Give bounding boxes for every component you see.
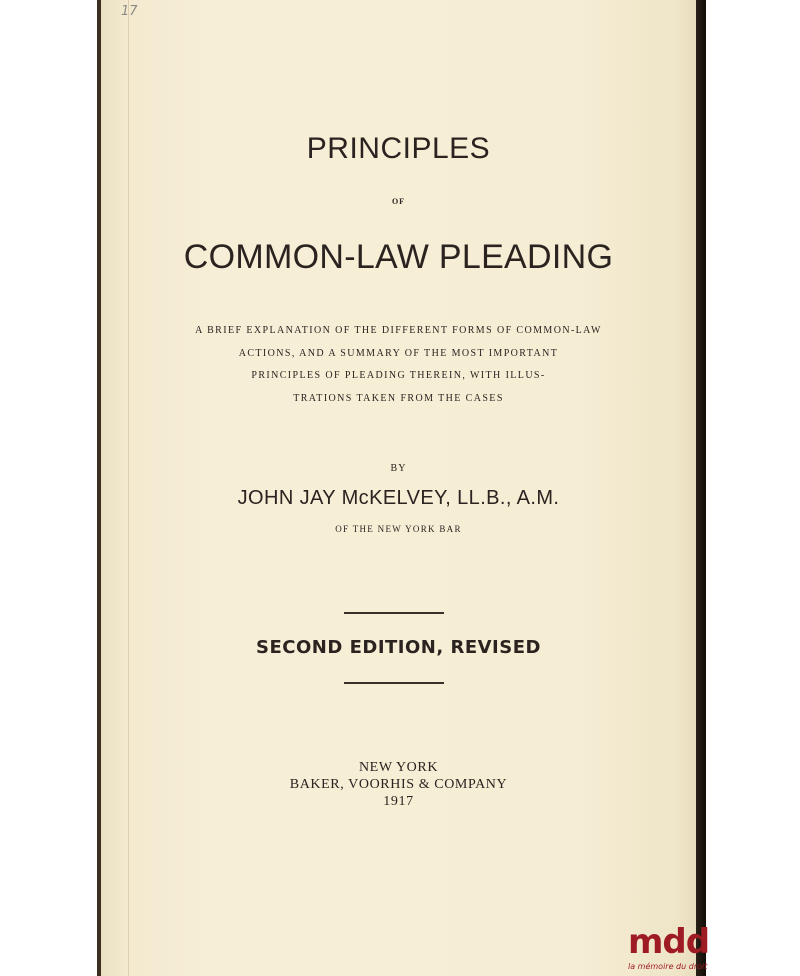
description-line: PRINCIPLES OF PLEADING THEREIN, WITH ILLUS- (251, 370, 546, 381)
mdd-logo-text: mdd (628, 922, 710, 962)
description-line: A BRIEF EXPLANATION OF THE DIFFERENT FORMS OF COMMON-LAW (195, 325, 602, 336)
by-label: BY (390, 463, 407, 474)
divider-bottom (344, 682, 444, 684)
mdd-logo (628, 922, 798, 976)
imprint-city: NEW YORK (358, 760, 439, 775)
edition-label: SECOND EDITION, REVISED (256, 637, 541, 658)
imprint (97, 759, 700, 810)
pencil-mark: 17 (121, 4, 138, 19)
title-page (97, 0, 700, 976)
imprint-publisher: BAKER, VOORHIS & COMPANY (289, 777, 508, 792)
book-edge (696, 0, 706, 976)
imprint-year: 1917 (383, 794, 414, 809)
description (97, 320, 700, 410)
divider-top (344, 612, 444, 614)
author-affiliation: OF THE NEW YORK BAR (335, 524, 462, 534)
binding-edge (97, 0, 101, 976)
mdd-logo-tagline: la mémoire du droit (628, 962, 708, 971)
author-name: JOHN JAY McKELVEY, LL.B., A.M. (237, 487, 560, 509)
title-line-2: COMMON-LAW PLEADING (183, 238, 614, 276)
title-of: OF (391, 197, 406, 206)
title-line-1: PRINCIPLES (306, 132, 491, 165)
description-line: TRATIONS TAKEN FROM THE CASES (293, 392, 504, 404)
description-line: ACTIONS, AND A SUMMARY OF THE MOST IMPORTANT (238, 347, 559, 359)
